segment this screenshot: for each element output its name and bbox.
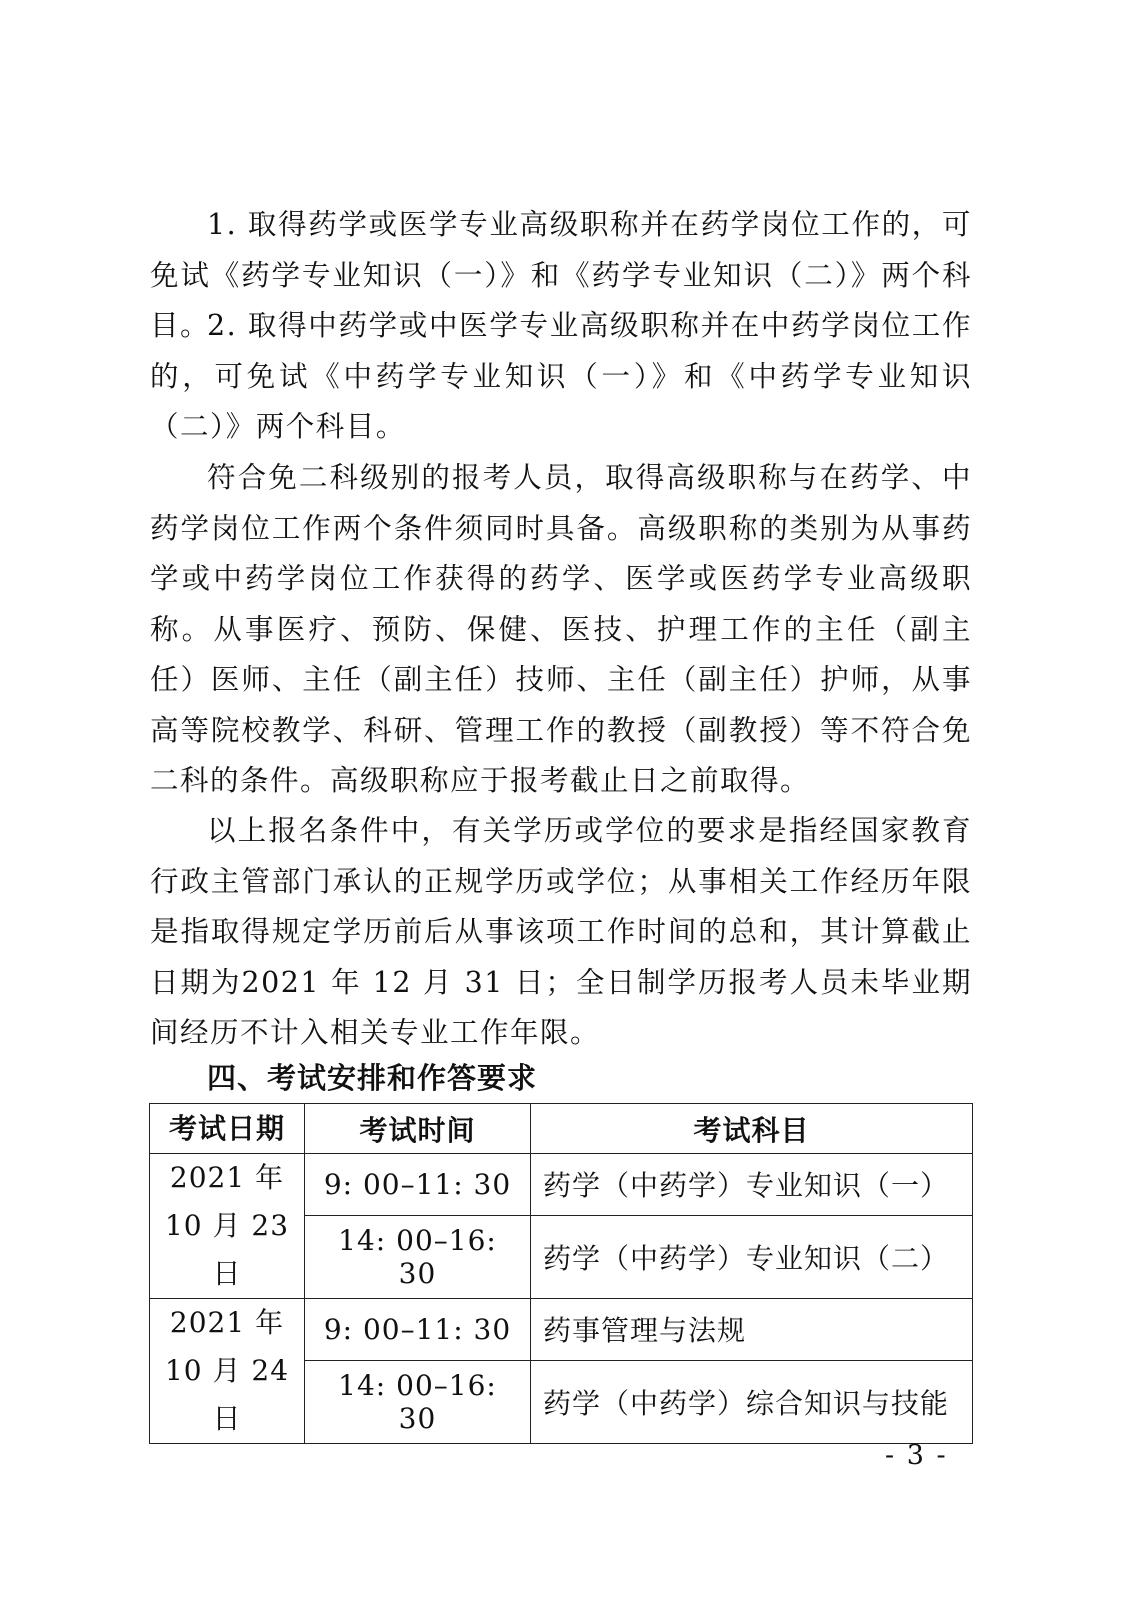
exam-subject-cell: 药学（中药学）综合知识与技能 — [531, 1360, 973, 1443]
header-exam-subject: 考试科目 — [531, 1104, 973, 1154]
table-header-row — [150, 1104, 973, 1154]
exam-time-cell: 14: 00–16: 30 — [305, 1215, 531, 1298]
paragraph-2 — [150, 301, 972, 453]
date-day: 10 月 23 日 — [164, 1209, 290, 1290]
date-year: 2021 年 — [169, 1306, 285, 1339]
exam-subject-cell: 药事管理与法规 — [531, 1299, 973, 1361]
paragraph-text: 1. 取得药学或医学专业高级职称并在药学岗位工作的，可免试《药学专业知识（一）》和《药学专业知识（二）》两个科目。 — [150, 208, 972, 342]
page-number: - 3 - — [885, 1440, 948, 1471]
exam-date-cell — [150, 1299, 305, 1444]
date-day: 10 月 24 日 — [164, 1354, 290, 1435]
exam-time-cell: 9: 00–11: 30 — [305, 1299, 531, 1361]
table-row — [150, 1299, 973, 1361]
table-row — [150, 1154, 973, 1216]
exam-time-cell: 14: 00–16: 30 — [305, 1360, 531, 1443]
exam-schedule-table — [149, 1103, 973, 1444]
paragraph-text: 符合免二科级别的报考人员，取得高级职称与在药学、中药学岗位工作两个条件须同时具备。高级职称的类别为从事药学或中药学岗位工作获得的药学、医学或医药学专业高级职称。从事医疗、预防、保健、医技、护理工作的主任（副主任）医师、主任（副主任）技师、主任（副主任）护师，从事高等院校教学、科研、管理工作的教授（副教授）等不符合免二科的条件。高级职称应于报考截止日之前取得。 — [150, 461, 972, 797]
paragraph-4 — [150, 806, 972, 1059]
header-exam-date: 考试日期 — [150, 1104, 305, 1154]
exam-time-cell: 9: 00–11: 30 — [305, 1154, 531, 1216]
paragraph-text: 2. 取得中药学或中医学专业高级职称并在中药学岗位工作的，可免试《中药学专业知识（一）》和《中药学专业知识（二）》两个科目。 — [150, 309, 972, 443]
header-exam-time: 考试时间 — [305, 1104, 531, 1154]
section-heading: 四、考试安排和作答要求 — [207, 1061, 538, 1095]
exam-subject-cell: 药学（中药学）专业知识（一） — [531, 1154, 973, 1216]
exam-subject-cell: 药学（中药学）专业知识（二） — [531, 1215, 973, 1298]
exam-date-cell — [150, 1154, 305, 1299]
date-year: 2021 年 — [169, 1161, 285, 1194]
paragraph-text: 以上报名条件中，有关学历或学位的要求是指经国家教育行政主管部门承认的正规学历或学位；从事相关工作经历年限是指取得规定学历前后从事该项工作时间的总和，其计算截止日期为2021 年 12 月 31 日；全日制学历报考人员未毕业期间经历不计入相关专业工作年限。 — [150, 814, 972, 1049]
paragraph-3 — [150, 453, 972, 807]
